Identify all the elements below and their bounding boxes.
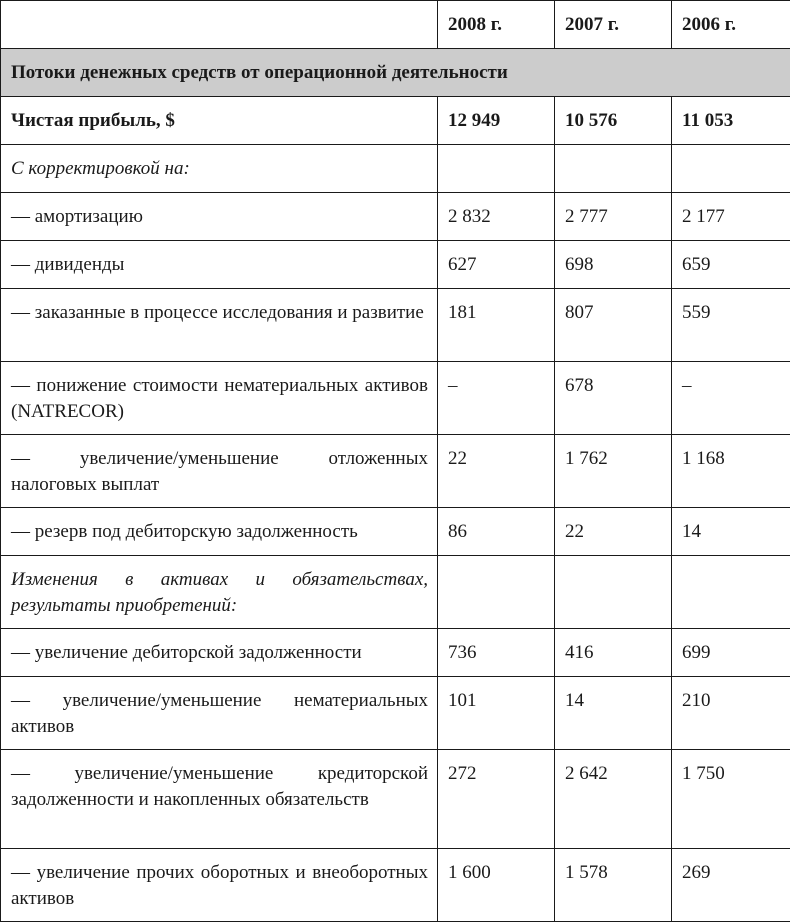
value-2008: 12 949 [438, 97, 555, 145]
value-2007: 22 [555, 508, 672, 556]
value-2006: 559 [672, 289, 790, 362]
value-2007: 2 777 [555, 193, 672, 241]
value-2006: 1 750 [672, 750, 790, 849]
value-2008: 627 [438, 241, 555, 289]
table-row [1, 677, 790, 750]
row-label: — понижение стоимости нематериальных активов (NATRECOR) [1, 362, 438, 435]
table-row [1, 849, 790, 922]
section-row [1, 49, 790, 97]
value-2007: 2 642 [555, 750, 672, 849]
value-2006: 659 [672, 241, 790, 289]
value-2006: 11 053 [672, 97, 790, 145]
table-row [1, 629, 790, 677]
value-2008: 101 [438, 677, 555, 750]
row-label: — резерв под дебиторскую задолженность [1, 508, 438, 556]
table-row [1, 750, 790, 849]
row-label: — дивиденды [1, 241, 438, 289]
value-2008: 86 [438, 508, 555, 556]
value-2007: 10 576 [555, 97, 672, 145]
value-2007: 416 [555, 629, 672, 677]
value-2008: 736 [438, 629, 555, 677]
value-2006: 1 168 [672, 435, 790, 508]
value-2007: 698 [555, 241, 672, 289]
value-2008: – [438, 362, 555, 435]
table-row [1, 241, 790, 289]
value-2006: 210 [672, 677, 790, 750]
table-row [1, 193, 790, 241]
adjustments-heading-row [1, 145, 790, 193]
value-2006: 699 [672, 629, 790, 677]
section-title: Потоки денежных средств от операционной деятельности [1, 49, 790, 97]
value-2008: 272 [438, 750, 555, 849]
year-header-2008: 2008 г. [438, 1, 555, 49]
changes-heading-row [1, 556, 790, 629]
net-income-row [1, 97, 790, 145]
value-2007: 807 [555, 289, 672, 362]
row-label: — амортизацию [1, 193, 438, 241]
value-2006: – [672, 362, 790, 435]
table-row [1, 435, 790, 508]
value-2008: 181 [438, 289, 555, 362]
header-label-cell [1, 1, 438, 49]
row-label: — заказанные в процессе исследования и развитие [1, 289, 438, 362]
value-2006: 14 [672, 508, 790, 556]
value-2007: 14 [555, 677, 672, 750]
row-label: Чистая прибыль, $ [1, 97, 438, 145]
subheading: С корректировкой на: [1, 145, 438, 193]
row-label: — увеличение/уменьшение кредиторской задолженности и накопленных обязательств [1, 750, 438, 849]
subheading: Изменения в активах и обязательствах, результаты приобретений: [1, 556, 438, 629]
table-row [1, 289, 790, 362]
year-header-2006: 2006 г. [672, 1, 790, 49]
row-label: — увеличение прочих оборотных и внеоборотных активов [1, 849, 438, 922]
value-2008: 1 600 [438, 849, 555, 922]
value-2006: 269 [672, 849, 790, 922]
value-2006: 2 177 [672, 193, 790, 241]
header-row [1, 1, 790, 49]
table-row [1, 362, 790, 435]
table-row [1, 508, 790, 556]
value-2007: 1 578 [555, 849, 672, 922]
value-2008: 22 [438, 435, 555, 508]
value-2007: 678 [555, 362, 672, 435]
row-label: — увеличение/уменьшение нематериальных активов [1, 677, 438, 750]
row-label: — увеличение/уменьшение отложенных налоговых выплат [1, 435, 438, 508]
row-label: — увеличение дебиторской задолженности [1, 629, 438, 677]
value-2008: 2 832 [438, 193, 555, 241]
year-header-2007: 2007 г. [555, 1, 672, 49]
value-2007: 1 762 [555, 435, 672, 508]
